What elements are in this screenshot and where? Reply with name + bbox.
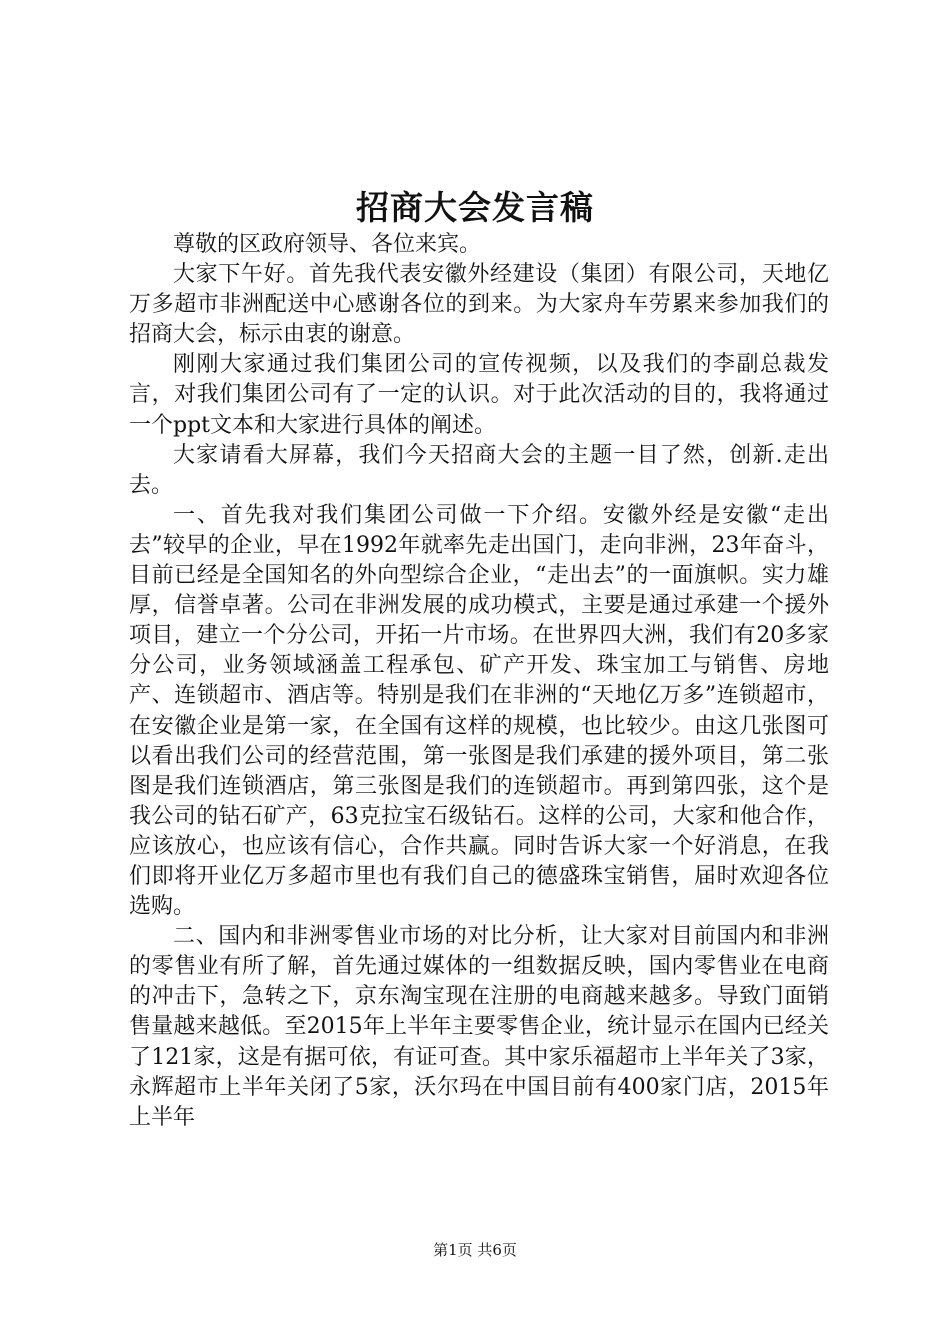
- page-footer: 第1页 共6页: [433, 1241, 517, 1259]
- paragraph-introduction: 刚刚大家通过我们集团公司的宣传视频，以及我们的李副总裁发言，对我们集团公司有了一定的认识。对于此次活动的目的，我将通过一个ppt文本和大家进行具体的阐述。: [129, 352, 829, 438]
- paragraph-market-analysis: 二、国内和非洲零售业市场的对比分析，让大家对目前国内和非洲的零售业有所了解，首先通过媒体的一组数据反映，国内零售业在电商的冲击下，急转之下，京东淘宝现在注册的电商越来越多。导致门面销售量越来越低。至2015年上半年主要零售企业，统计显示在国内已经关了121家，这是有据可依，有证可查。其中家乐福超市上半年关了3家，永辉超市上半年关闭了5家，沃尔玛在中国目前有400家门店，2015年上半年: [129, 924, 829, 1130]
- document-body: [129, 230, 829, 1133]
- paragraph-company-intro: 一、首先我对我们集团公司做一下介绍。安徽外经是安徽“走出去”较早的企业，早在1992年就率先走出国门，走向非洲，23年奋斗，目前已经是全国知名的外向型综合企业，“走出去”的一面旗帜。实力雄厚，信誉卓著。公司在非洲发展的成功模式，主要是通过承建一个援外项目，建立一个分公司，开拓一片市场。在世界四大洲，我们有20多家分公司，业务领域涵盖工程承包、矿产开发、珠宝加工与销售、房地产、连锁超市、酒店等。特别是我们在非洲的“天地亿万多”连锁超市，在安徽企业是第一家，在全国有这样的规模，也比较少。由这几张图可以看出我们公司的经营范围，第一张图是我们承建的援外项目，第二张图是我们连锁酒店，第三张图是我们的连锁超市。再到第四张，这个是我公司的钻石矿产，63克拉宝石级钻石。这样的公司，大家和他合作，应该放心，也应该有信心，合作共赢。同时告诉大家一个好消息，在我们即将开业亿万多超市里也有我们自己的德盛珠宝销售，届时欢迎各位选购。: [129, 502, 829, 920]
- document-title: 招商大会发言稿: [356, 188, 594, 227]
- paragraph-greeting: 大家下午好。首先我代表安徽外经建设（集团）有限公司，天地亿万多超市非洲配送中心感谢各位的到来。为大家舟车劳累来参加我们的招商大会，标示由衷的谢意。: [129, 262, 829, 348]
- paragraph-salutation: 尊敬的区政府领导、各位来宾。: [173, 232, 482, 257]
- paragraph-theme: 大家请看大屏幕，我们今天招商大会的主题一目了然，创新.走出去。: [129, 442, 829, 498]
